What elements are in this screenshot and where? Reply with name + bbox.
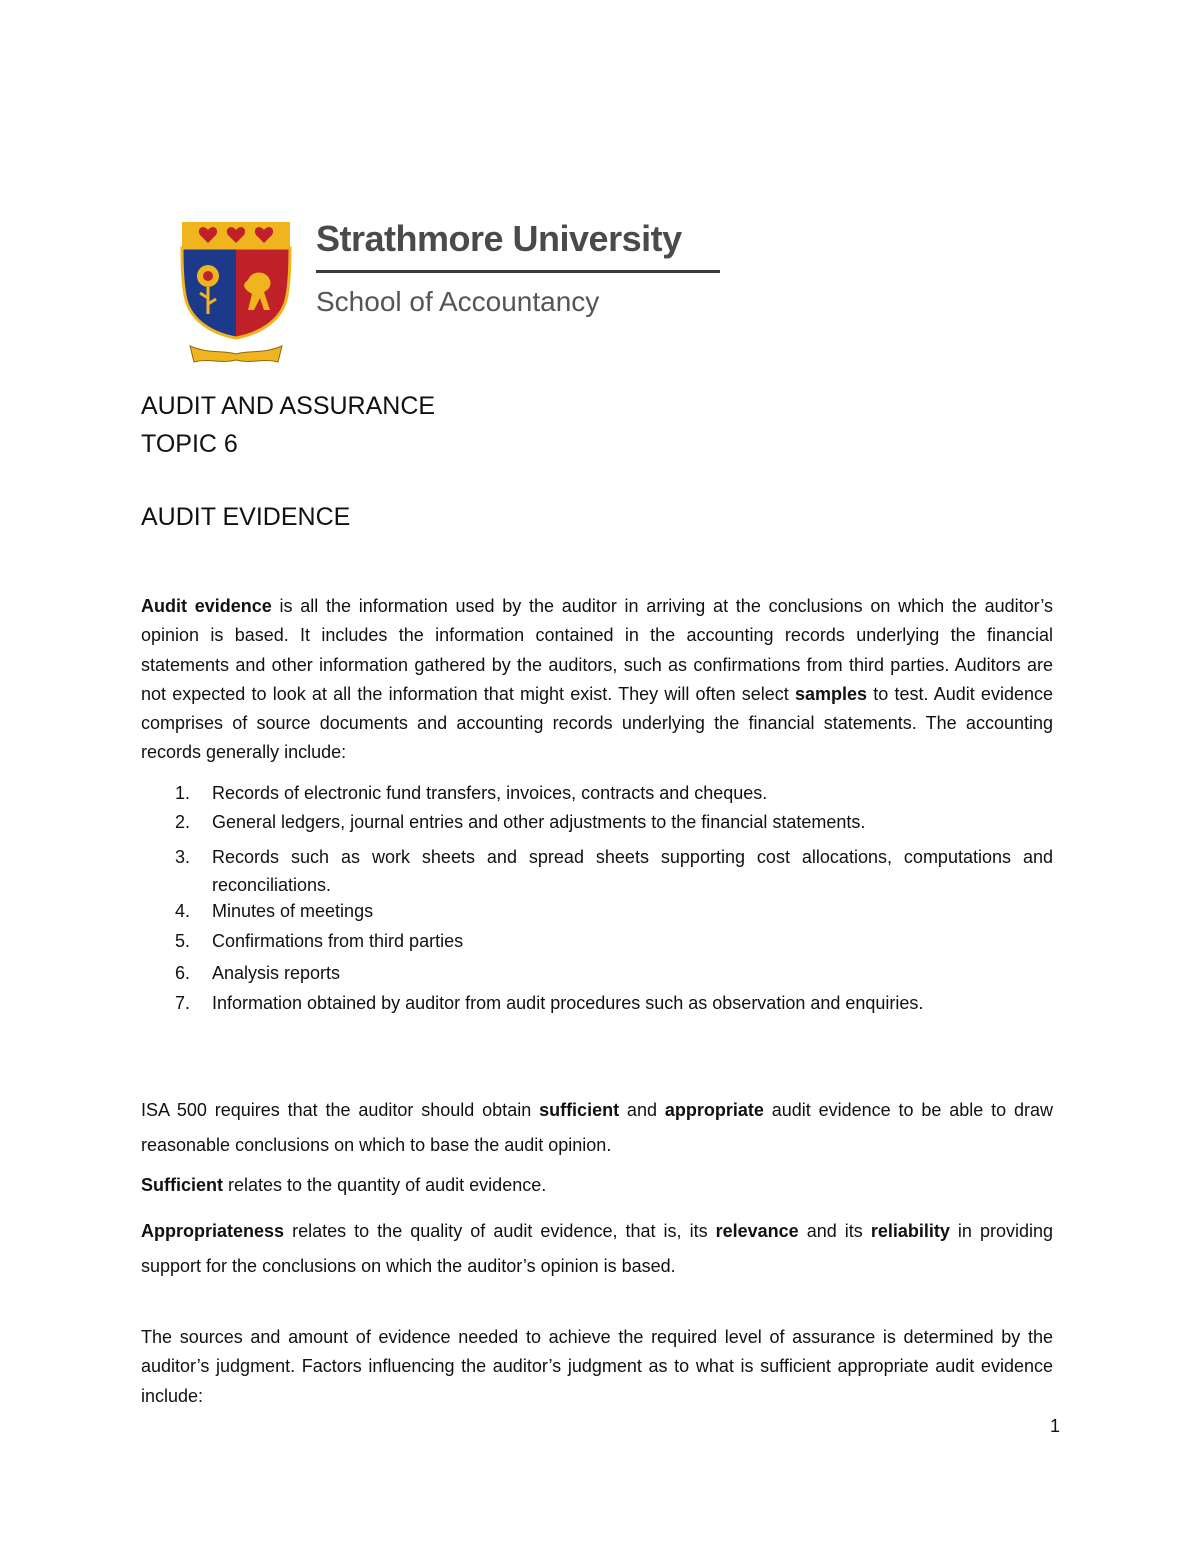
list-text: Confirmations from third parties	[212, 931, 464, 951]
isa-500-paragraph	[141, 1093, 1053, 1163]
appropriateness-text-1: relates to the quality of audit evidence, that is, its	[284, 1221, 716, 1241]
topic-number: TOPIC 6	[141, 430, 238, 458]
course-title: AUDIT AND ASSURANCE	[141, 392, 436, 420]
term-relevance: relevance	[715, 1221, 799, 1241]
sources-paragraph: The sources and amount of evidence needed to achieve the required level of assurance is determined by the auditor’s judgment. Factors influencing the auditor’s judgment as to what is sufficient appropriate audit evidence include:	[141, 1327, 1053, 1406]
list-number: 4.	[175, 901, 191, 921]
appropriateness-paragraph	[141, 1214, 1053, 1284]
term-sufficient: sufficient	[539, 1100, 620, 1120]
list-item	[141, 931, 1053, 963]
term-appropriate: appropriate	[664, 1100, 764, 1120]
university-name: Strathmore University	[316, 218, 682, 259]
list-text: Minutes of meetings	[212, 901, 374, 921]
intro-text-2: to test. Audit evidence comprises of source documents and accounting records underlying the financial statements. The accounting records generally include:	[141, 683, 1053, 763]
isa-text-1: ISA 500 requires that the auditor should obtain	[141, 1100, 540, 1120]
sufficient-paragraph	[141, 1171, 1053, 1200]
term-samples: samples	[795, 683, 868, 704]
isa-text-2: and	[619, 1100, 665, 1120]
list-item	[141, 963, 1053, 993]
list-number: 5.	[175, 931, 191, 951]
university-crest-icon	[178, 218, 294, 366]
list-text: Records such as work sheets and spread sheets supporting cost allocations, computations and reconciliations.	[212, 847, 1053, 895]
topic-title: AUDIT EVIDENCE	[141, 503, 351, 531]
list-number: 3.	[175, 847, 191, 867]
page-number: 1	[1050, 1416, 1061, 1436]
term-sufficient-def: Sufficient	[141, 1175, 224, 1195]
intro-paragraph	[141, 592, 1053, 768]
list-text: Records of electronic fund transfers, invoices, contracts and cheques.	[212, 783, 768, 803]
list-item	[141, 843, 1053, 901]
term-audit-evidence: Audit evidence	[141, 596, 272, 616]
list-text: General ledgers, journal entries and other adjustments to the financial statements.	[212, 812, 866, 832]
school-name: School of Accountancy	[316, 286, 600, 317]
list-text: Analysis reports	[212, 963, 341, 983]
list-item	[141, 812, 1053, 843]
list-item	[141, 901, 1053, 931]
logo-divider	[316, 270, 720, 273]
list-number: 6.	[175, 963, 191, 983]
list-number: 1.	[175, 783, 191, 803]
accounting-records-list	[141, 783, 1053, 1023]
term-reliability: reliability	[870, 1221, 950, 1241]
university-logo	[178, 218, 738, 368]
list-item	[141, 993, 1053, 1023]
list-number: 2.	[175, 812, 191, 832]
sufficient-text: relates to the quantity of audit evidence.	[223, 1175, 547, 1195]
intro-text-1: is all the information used by the auditor in arriving at the conclusions on which the auditor’s opinion is based. It includes the information contained in the accounting records underlying the financial statements and other information gathered by the auditors, such as confirmations from third parties. Auditors are not expected to look at all the information that might exist. They will often select	[141, 596, 1053, 704]
isa-text-3: audit evidence to be able to draw reasonable conclusions on which to base the audit opinion.	[141, 1100, 1053, 1155]
list-item	[141, 783, 1053, 812]
appropriateness-text-3: in providing support for the conclusions on which the auditor’s opinion is based.	[141, 1221, 1053, 1276]
list-number: 7.	[175, 993, 191, 1013]
appropriateness-text-2: and its	[798, 1221, 871, 1241]
term-appropriateness: Appropriateness	[141, 1221, 285, 1241]
list-text: Information obtained by auditor from audit procedures such as observation and enquiries.	[212, 993, 924, 1013]
